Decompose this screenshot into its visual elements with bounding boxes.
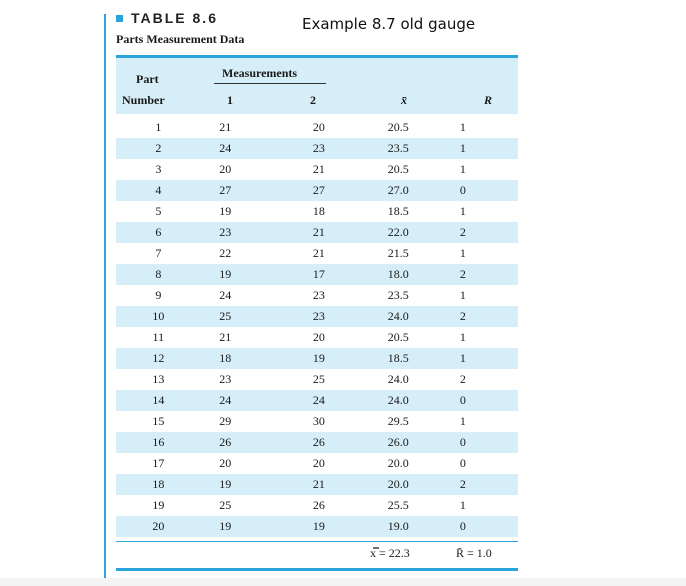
cell-m2: 19 <box>312 519 325 533</box>
cell-m1: 25 <box>219 309 232 323</box>
cell-m2: 23 <box>312 309 325 323</box>
cell-r: 1 <box>459 351 466 365</box>
header-xbar: x̄ <box>401 93 407 107</box>
cell-part: 20 <box>152 519 165 533</box>
cell-m2: 21 <box>312 246 325 260</box>
cell-m1: 21 <box>219 330 232 344</box>
cell-r: 2 <box>459 225 466 239</box>
cell-xbar: 27.0 <box>387 183 409 197</box>
cell-part: 13 <box>152 372 165 386</box>
table-row <box>116 117 518 138</box>
cell-part: 2 <box>155 141 162 155</box>
table-row <box>116 138 518 159</box>
cell-m1: 22 <box>219 246 232 260</box>
header-part: Part <box>136 72 159 86</box>
cell-m2: 19 <box>312 351 325 365</box>
cell-m1: 25 <box>219 498 232 512</box>
table-row <box>116 180 518 201</box>
cell-xbar: 18.5 <box>387 351 409 365</box>
cell-r: 1 <box>459 246 466 260</box>
cell-m2: 17 <box>312 267 325 281</box>
cell-part: 12 <box>152 351 165 365</box>
table-row <box>116 327 518 348</box>
cell-part: 8 <box>155 267 162 281</box>
table-row <box>116 453 518 474</box>
header-m1: 1 <box>227 93 233 107</box>
header-r: R <box>484 93 493 107</box>
cell-m1: 24 <box>219 393 232 407</box>
cell-xbar: 20.5 <box>387 330 409 344</box>
cell-m1: 29 <box>219 414 232 428</box>
cell-m2: 20 <box>312 456 325 470</box>
cell-r: 0 <box>459 393 466 407</box>
cell-m1: 19 <box>219 519 232 533</box>
bottom-rule <box>116 541 518 542</box>
cell-xbar: 24.0 <box>387 309 409 323</box>
bullet-square-icon <box>116 15 123 22</box>
cell-xbar: 18.0 <box>387 267 409 281</box>
cell-part: 16 <box>152 435 165 449</box>
cell-xbar: 20.0 <box>387 477 409 491</box>
cell-m2: 24 <box>312 393 325 407</box>
header-number: Number <box>122 93 165 107</box>
cell-r: 2 <box>459 309 466 323</box>
cell-xbar: 24.0 <box>387 372 409 386</box>
cell-r: 1 <box>459 414 466 428</box>
cell-m2: 20 <box>312 330 325 344</box>
left-accent-line <box>104 14 106 580</box>
cell-m1: 18 <box>219 351 232 365</box>
cell-m2: 26 <box>312 435 325 449</box>
cell-r: 2 <box>459 267 466 281</box>
cell-part: 18 <box>152 477 165 491</box>
cell-r: 0 <box>459 183 466 197</box>
table-row <box>116 495 518 516</box>
cell-m1: 27 <box>219 183 232 197</box>
cell-part: 1 <box>155 120 162 134</box>
table-row <box>116 222 518 243</box>
cell-m2: 21 <box>312 225 325 239</box>
cell-r: 2 <box>459 372 466 386</box>
cell-r: 1 <box>459 120 466 134</box>
cell-part: 10 <box>152 309 165 323</box>
cell-part: 3 <box>155 162 162 176</box>
cell-part: 17 <box>152 456 165 470</box>
cell-m1: 19 <box>219 204 232 218</box>
cell-xbar: 24.0 <box>387 393 409 407</box>
summary-xbarbar: x̿ = 22.3 <box>370 546 410 560</box>
cell-m2: 21 <box>312 162 325 176</box>
cell-part: 6 <box>155 225 162 239</box>
page-footer-band <box>0 578 686 586</box>
cell-m1: 24 <box>219 288 232 302</box>
cell-m1: 20 <box>219 162 232 176</box>
table-row <box>116 432 518 453</box>
table-row <box>116 201 518 222</box>
cell-xbar: 25.5 <box>387 498 409 512</box>
cell-r: 0 <box>459 435 466 449</box>
header-measurements: Measurements <box>222 66 298 80</box>
cell-m1: 24 <box>219 141 232 155</box>
cell-xbar: 23.5 <box>387 141 409 155</box>
cell-m2: 26 <box>312 498 325 512</box>
table-body <box>116 117 518 537</box>
cell-m2: 20 <box>312 120 325 134</box>
cell-r: 1 <box>459 204 466 218</box>
cell-xbar: 26.0 <box>387 435 409 449</box>
cell-m1: 23 <box>219 372 232 386</box>
cell-xbar: 20.5 <box>387 162 409 176</box>
cell-xbar: 29.5 <box>387 414 409 428</box>
cell-part: 11 <box>152 330 165 344</box>
cell-part: 7 <box>155 246 162 260</box>
header-m2: 2 <box>310 93 316 107</box>
table-row <box>116 159 518 180</box>
measurements-rule <box>214 83 326 84</box>
table-subtitle: Parts Measurement Data <box>116 32 245 46</box>
cell-m2: 25 <box>312 372 325 386</box>
cell-m2: 30 <box>312 414 325 428</box>
cell-m1: 20 <box>219 456 232 470</box>
cell-xbar: 19.0 <box>387 519 409 533</box>
table-header <box>116 10 244 47</box>
bottom-accent-bar <box>116 568 518 571</box>
cell-m2: 21 <box>312 477 325 491</box>
cell-xbar: 20.5 <box>387 120 409 134</box>
cell-r: 0 <box>459 519 466 533</box>
cell-r: 1 <box>459 498 466 512</box>
handwritten-annotation: Example 8.7 old gauge <box>302 15 476 33</box>
cell-xbar: 20.0 <box>387 456 409 470</box>
table-row <box>116 243 518 264</box>
column-header-band <box>116 58 518 114</box>
cell-part: 4 <box>155 183 162 197</box>
table-row <box>116 264 518 285</box>
table-label-text: TABLE 8.6 <box>131 10 218 26</box>
table-row <box>116 285 518 306</box>
table-row <box>116 390 518 411</box>
cell-m1: 19 <box>219 477 232 491</box>
table-label <box>116 10 244 26</box>
cell-part: 9 <box>155 288 162 302</box>
cell-m2: 23 <box>312 288 325 302</box>
cell-m1: 19 <box>219 267 232 281</box>
table-row <box>116 516 518 537</box>
cell-r: 2 <box>459 477 466 491</box>
cell-part: 5 <box>155 204 162 218</box>
cell-xbar: 22.0 <box>387 225 409 239</box>
cell-m2: 18 <box>312 204 325 218</box>
cell-xbar: 21.5 <box>387 246 409 260</box>
table-row <box>116 348 518 369</box>
cell-m1: 23 <box>219 225 232 239</box>
cell-xbar: 23.5 <box>387 288 409 302</box>
cell-m2: 27 <box>312 183 325 197</box>
cell-part: 15 <box>152 414 165 428</box>
cell-r: 1 <box>459 288 466 302</box>
summary-rbar: R̄ = 1.0 <box>456 546 492 560</box>
cell-r: 1 <box>459 141 466 155</box>
table-row <box>116 474 518 495</box>
cell-part: 14 <box>152 393 165 407</box>
cell-xbar: 18.5 <box>387 204 409 218</box>
table-row <box>116 369 518 390</box>
cell-r: 0 <box>459 456 466 470</box>
cell-part: 19 <box>152 498 165 512</box>
table-row <box>116 306 518 327</box>
cell-m1: 21 <box>219 120 232 134</box>
table-row <box>116 411 518 432</box>
cell-r: 1 <box>459 162 466 176</box>
cell-m2: 23 <box>312 141 325 155</box>
cell-r: 1 <box>459 330 466 344</box>
cell-m1: 26 <box>219 435 232 449</box>
